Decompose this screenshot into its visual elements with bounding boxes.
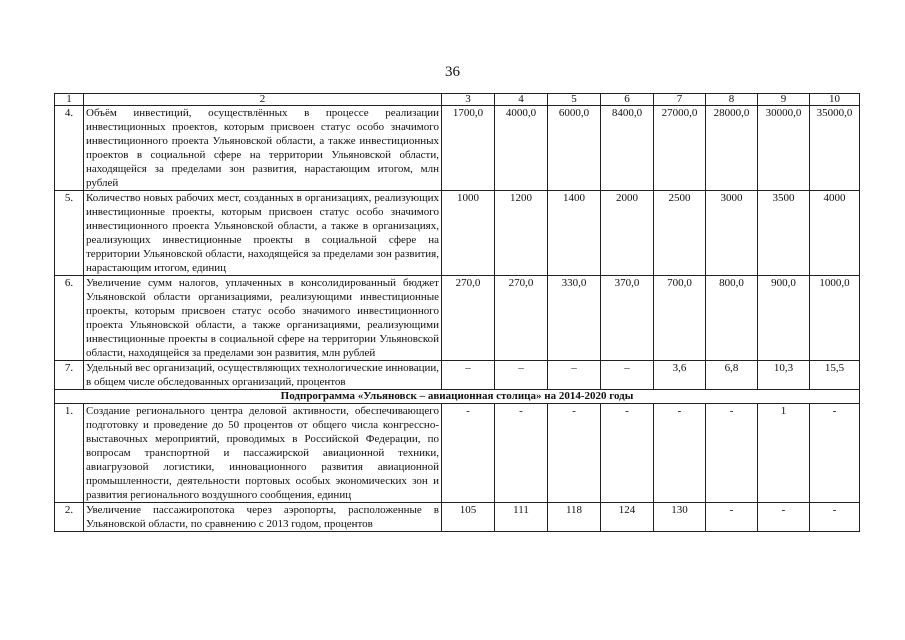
value-cell: 130	[654, 503, 706, 532]
row-number: 5.	[55, 191, 84, 276]
header-cell: 4	[495, 94, 548, 106]
value-cell: 1	[758, 404, 810, 503]
value-cell: 10,3	[758, 361, 810, 390]
table-row	[55, 106, 860, 191]
value-cell: 270,0	[495, 276, 548, 361]
value-cell: 4000,0	[495, 106, 548, 191]
row-number: 1.	[55, 404, 84, 503]
row-number: 2.	[55, 503, 84, 532]
indicator-text: Увеличение сумм налогов, уплаченных в консолидированный бюджет Ульяновской области организациями, реализующими инвестиционные проекты, которым присвоен статус особо значимого инвестиционного проекта Ульяновской области, а также организациями, реализующими инвестиционные проекты в социальной сфере на территории Ульяновской области, находящейся за пределами зон развития, млн рублей	[84, 276, 442, 361]
header-cell: 10	[810, 94, 860, 106]
section-row	[55, 390, 860, 404]
value-cell: 1400	[548, 191, 601, 276]
value-cell: 4000	[810, 191, 860, 276]
value-cell: 3000	[706, 191, 758, 276]
value-cell: 118	[548, 503, 601, 532]
header-cell: 8	[706, 94, 758, 106]
section-title: Подпрограмма «Ульяновск – авиационная столица» на 2014-2020 годы	[55, 390, 860, 404]
row-number: 7.	[55, 361, 84, 390]
indicator-text: Объём инвестиций, осуществлённых в процессе реализации инвестиционных проектов, которым присвоен статус особо значимого инвестиционного проекта Ульяновской области, а также инвестиционных проектов в социальной сфере на территории Ульяновской области, находящейся за пределами зон развития, нарастающим итогом, млн рублей	[84, 106, 442, 191]
value-cell: 1700,0	[442, 106, 495, 191]
page-number: 36	[445, 64, 460, 80]
value-cell: 124	[601, 503, 654, 532]
value-cell: -	[758, 503, 810, 532]
value-cell: 111	[495, 503, 548, 532]
value-cell: 28000,0	[706, 106, 758, 191]
value-cell: 270,0	[442, 276, 495, 361]
value-cell: -	[495, 404, 548, 503]
table-row	[55, 361, 860, 390]
table-row	[55, 404, 860, 503]
value-cell: –	[442, 361, 495, 390]
value-cell: -	[654, 404, 706, 503]
table-header-row	[55, 94, 860, 106]
table-row	[55, 503, 860, 532]
value-cell: 8400,0	[601, 106, 654, 191]
value-cell: 700,0	[654, 276, 706, 361]
value-cell: 6,8	[706, 361, 758, 390]
header-cell: 3	[442, 94, 495, 106]
indicator-text: Создание регионального центра деловой активности, обеспечивающего подготовку и проведение до 50 процентов от общего числа конгрессно-выставочных мероприятий, проводимых в Российской Федерации, по вопросам транспортной и пассажирской авиационной техники, авиагрузовой логистики, инновационного развития авиационной промышленности, деятельности портовых особых экономических зон и развития регионального воздушного сообщения, единиц	[84, 404, 442, 503]
value-cell: 1200	[495, 191, 548, 276]
value-cell: -	[442, 404, 495, 503]
value-cell: -	[601, 404, 654, 503]
header-cell: 6	[601, 94, 654, 106]
header-cell: 1	[55, 94, 84, 106]
header-cell: 9	[758, 94, 810, 106]
value-cell: 1000	[442, 191, 495, 276]
header-cell: 5	[548, 94, 601, 106]
value-cell: 30000,0	[758, 106, 810, 191]
value-cell: 330,0	[548, 276, 601, 361]
value-cell: 800,0	[706, 276, 758, 361]
header-cell: 7	[654, 94, 706, 106]
value-cell: 35000,0	[810, 106, 860, 191]
value-cell: 2000	[601, 191, 654, 276]
value-cell: –	[601, 361, 654, 390]
value-cell: -	[706, 404, 758, 503]
row-number: 4.	[55, 106, 84, 191]
value-cell: 3500	[758, 191, 810, 276]
value-cell: –	[495, 361, 548, 390]
value-cell: -	[706, 503, 758, 532]
indicator-text: Количество новых рабочих мест, созданных в организациях, реализующих инвестиционные проекты, которым присвоен статус особо значимого инвестиционного проекта Ульяновской области, а также в организациях, реализующих инвестиционные проекты в социальной сфере на территории Ульяновской области, находящейся за пределами зон развития, нарастающим итогом, единиц	[84, 191, 442, 276]
indicators-table	[54, 93, 860, 532]
table-row	[55, 276, 860, 361]
row-number: 6.	[55, 276, 84, 361]
value-cell: 370,0	[601, 276, 654, 361]
indicator-text: Увеличение пассажиропотока через аэропорты, расположенные в Ульяновской области, по сравнению с 2013 годом, процентов	[84, 503, 442, 532]
value-cell: -	[810, 503, 860, 532]
value-cell: 15,5	[810, 361, 860, 390]
value-cell: –	[548, 361, 601, 390]
value-cell: 105	[442, 503, 495, 532]
indicator-text: Удельный вес организаций, осуществляющих технологические инновации, в общем числе обследованных организаций, процентов	[84, 361, 442, 390]
value-cell: -	[548, 404, 601, 503]
value-cell: 900,0	[758, 276, 810, 361]
value-cell: 27000,0	[654, 106, 706, 191]
value-cell: 2500	[654, 191, 706, 276]
table-row	[55, 191, 860, 276]
value-cell: 6000,0	[548, 106, 601, 191]
value-cell: -	[810, 404, 860, 503]
value-cell: 1000,0	[810, 276, 860, 361]
value-cell: 3,6	[654, 361, 706, 390]
header-cell: 2	[84, 94, 442, 106]
